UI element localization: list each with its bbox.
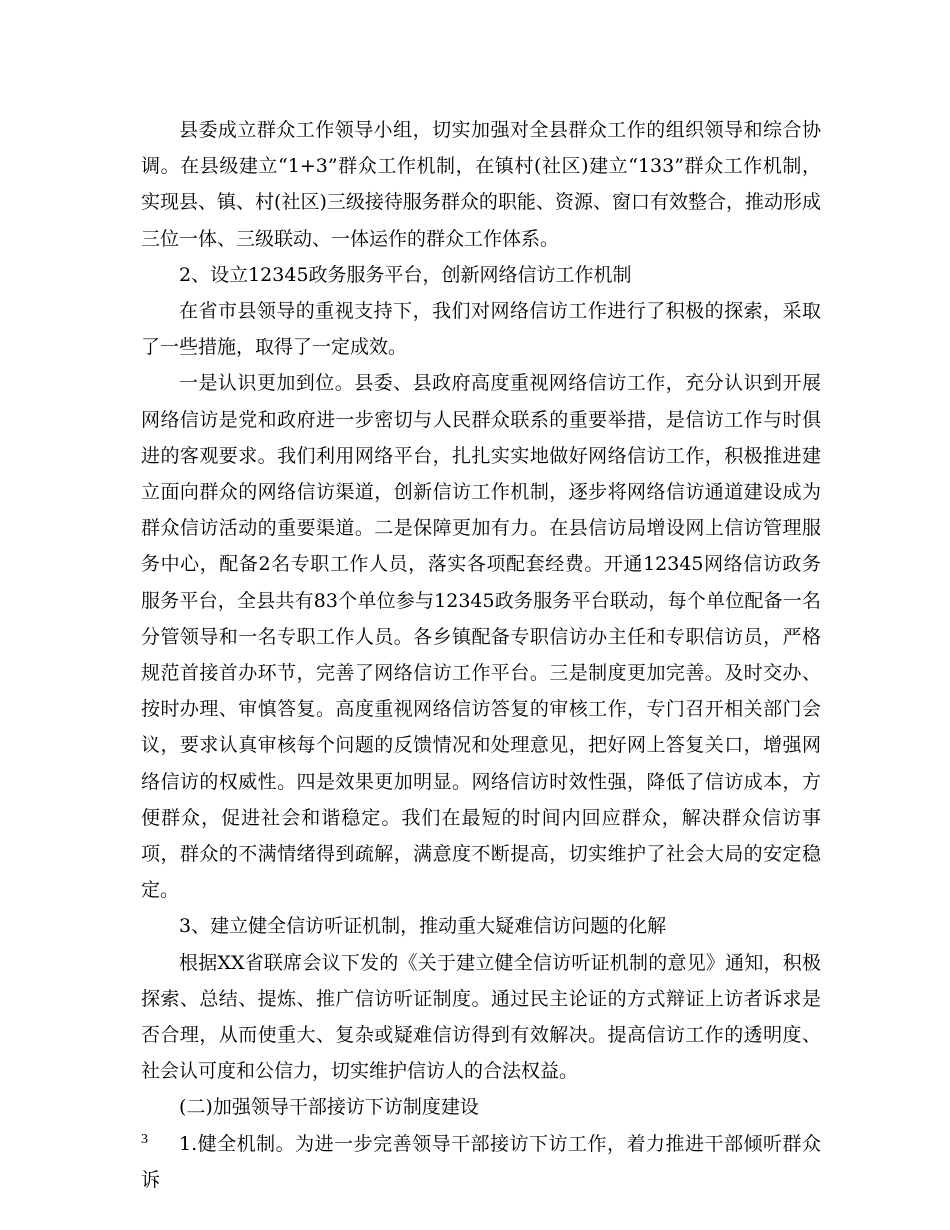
paragraph-improve-mechanism: 1.健全机制。为进一步完善领导干部接访下访工作，着力推进干部倾听群众诉 [141, 1132, 821, 1191]
paragraph-hearing-mechanism: 根据XX省联席会议下发的《关于建立健全信访听证机制的意见》通知，积极探索、总结、提炼、推广信访听证制度。通过民主论证的方式辩证上访者诉求是否合理，从而使重大、复杂或疑难信访得到有效解决。提高信访工作的透明度、社会认可度和公信力，切实维护信访人的合法权益。 [141, 951, 821, 1083]
page-number: 3 [141, 1132, 148, 1147]
paragraph-online-petition-intro: 在省市县领导的重视支持下，我们对网络信访工作进行了积极的探索，采取了一些措施，取得了一定成效。 [141, 300, 821, 359]
paragraph-mass-work-group: 县委成立群众工作领导小组，切实加强对全县群众工作的组织领导和综合协调。在县级建立“1+3”群众工作机制，在镇村(社区)建立“133”群众工作机制，实现县、镇、村(社区)三级接待服务群众的职能、资源、窗口有效整合，推动形成三位一体、三级联动、一体运作的群众工作体系。 [141, 119, 821, 250]
heading-hearing-mechanism: 3、建立健全信访听证机制，推动重大疑难信访问题的化解 [179, 915, 667, 938]
heading-leader-visits: (二)加强领导干部接访下访制度建设 [179, 1096, 479, 1119]
heading-12345-platform: 2、设立12345政务服务平台，创新网络信访工作机制 [179, 263, 632, 286]
document-body [141, 112, 821, 1198]
paragraph-online-petition-details: 一是认识更加到位。县委、县政府高度重视网络信访工作，充分认识到开展网络信访是党和政府进一步密切与人民群众联系的重要举措，是信访工作与时俱进的客观要求。我们利用网络平台，扎扎实实地做好网络信访工作，积极推进建立面向群众的网络信访渠道，创新信访工作机制，逐步将网络信访通道建设成为群众信访活动的重要渠道。二是保障更加有力。在县信访局增设网上信访管理服务中心，配备2名专职工作人员，落实各项配套经费。开通12345网络信访政务服务平台，全县共有83个单位参与12345政务服务平台联动，每个单位配备一名分管领导和一名专职工作人员。各乡镇配备专职信访办主任和专职信访员，严格规范首接首办环节，完善了网络信访工作平台。三是制度更加完善。及时交办、按时办理、审慎答复。高度重视网络信访答复的审核工作，专门召开相关部门会议，要求认真审核每个问题的反馈情况和处理意见，把好网上答复关口，增强网络信访的权威性。四是效果更加明显。网络信访时效性强，降低了信访成本，方便群众，促进社会和谐稳定。我们在最短的时间内回应群众，解决群众信访事项，群众的不满情绪得到疏解，满意度不断提高，切实维护了社会大局的安定稳定。 [141, 372, 821, 902]
